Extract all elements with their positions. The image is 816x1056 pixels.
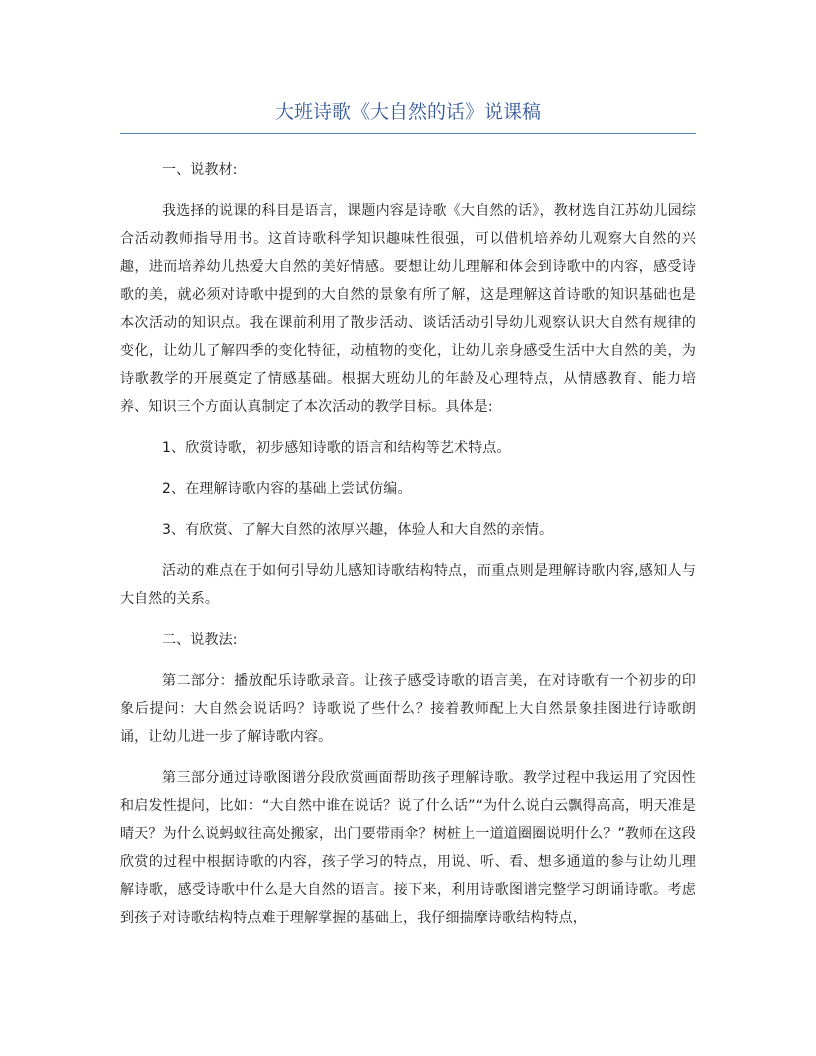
section-heading-teaching-material: 一、说教材: bbox=[162, 162, 238, 178]
document-title: 大班诗歌《大自然的话》说课稿 bbox=[274, 101, 541, 123]
paragraph-material-intro: 我选择的说课的科目是语言，课题内容是诗歌《大自然的话》，教材选自江苏幼儿园综合活动教师指导用书。这首诗歌科学知识趣味性很强，可以借机培养幼儿观察大自然的兴趣，进而培养幼儿热爱大自然的美好情感。要想让幼儿理解和体会到诗歌中的内容，感受诗歌的美，就必须对诗歌中提到的大自然的景象有所了解，这是理解这首诗歌的知识基础也是本次活动的知识点。我在课前利用了散步活动、谈话活动引导幼儿观察认识大自然有规律的变化，让幼儿了解四季的变化特征，动植物的变化，让幼儿亲身感受生活中大自然的美，为诗歌教学的开展奠定了情感基础。根据大班幼儿的年龄及心理特点，从情感教育、能力培养、知识三个方面认真制定了本次活动的教学目标。具体是: bbox=[120, 203, 696, 415]
paragraph-part-two: 第二部分：播放配乐诗歌录音。让孩子感受诗歌的语言美，在对诗歌有一个初步的印象后提问：大自然会说话吗？诗歌说了些什么？接着教师配上大自然景象挂图进行诗歌朗诵，让幼儿进一步了解诗歌内容。 bbox=[120, 673, 696, 745]
document-body bbox=[120, 156, 696, 945]
paragraph-difficulty-focus: 活动的难点在于如何引导幼儿感知诗歌结构特点，而重点则是理解诗歌内容,感知人与大自然的关系。 bbox=[120, 563, 696, 607]
title-underline bbox=[120, 133, 696, 134]
paragraph-part-three: 第三部分通过诗歌图谱分段欣赏画面帮助孩子理解诗歌。教学过程中我运用了究因性和启发性提问，比如：“大自然中谁在说话？说了什么话”“为什么说白云飘得高高，明天准是晴天？为什么说蚂蚁往高处搬家，出门要带雨伞？树桩上一道道圈圈说明什么？”教师在这段欣赏的过程中根据诗歌的内容，孩子学习的特点，用说、听、看、想多通道的参与让幼儿理解诗歌，感受诗歌中什么是大自然的语言。接下来，利用诗歌图谱完整学习朗诵诗歌。考虑到孩子对诗歌结构特点难于理解掌握的基础上，我仔细揣摩诗歌结构特点， bbox=[120, 770, 696, 926]
goal-item-1: 1、欣赏诗歌，初步感知诗歌的语言和结构等艺术特点。 bbox=[162, 440, 511, 456]
section-heading-teaching-method: 二、说教法: bbox=[162, 632, 238, 648]
goal-item-3: 3、有欣赏、了解大自然的浓厚兴趣，体验人和大自然的亲情。 bbox=[162, 522, 554, 538]
goal-item-2: 2、在理解诗歌内容的基础上尝试仿编。 bbox=[162, 481, 412, 497]
